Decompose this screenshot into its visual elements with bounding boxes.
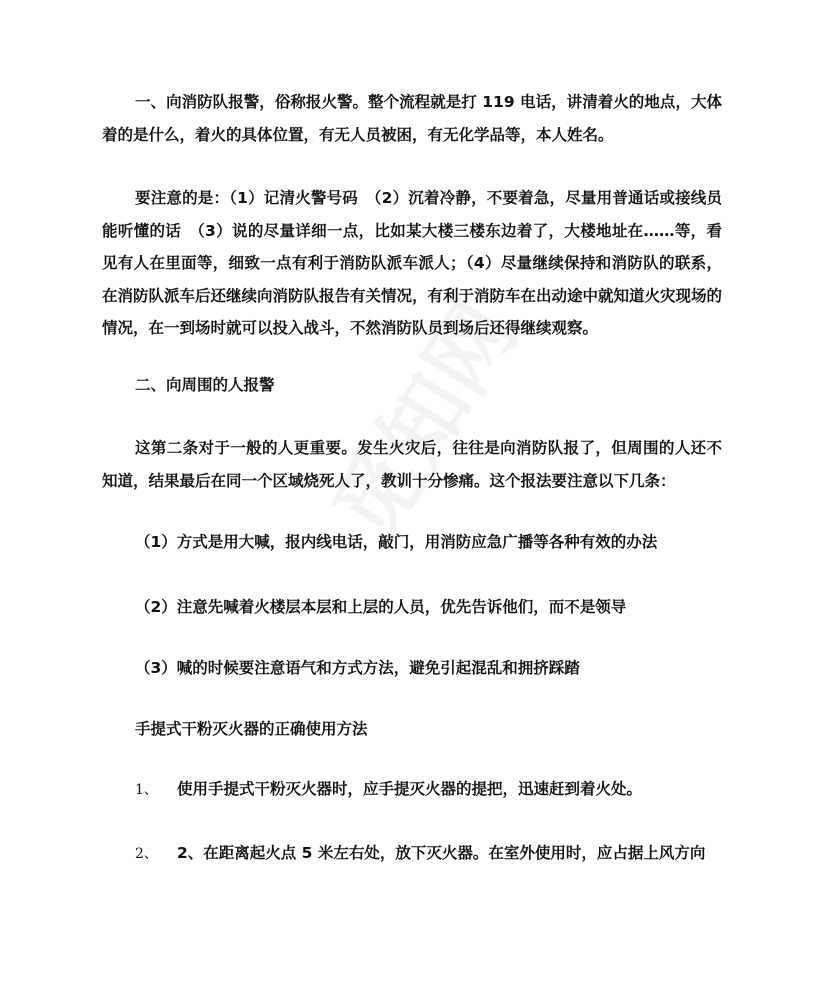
step-number: 2、 [135, 846, 158, 862]
step-text: 2、在距离起火点 5 米左右处，放下灭火器。在室外使用时，应占据上风方向 [177, 844, 706, 862]
step-item [102, 841, 722, 866]
paragraph-fire-alarm-intro: 一、向消防队报警，俗称报火警。整个流程就是打 119 电话，讲清着火的地点，大体着的是什么，着火的具体位置，有无人员被困，有无化学品等，本人姓名。 [102, 93, 722, 144]
paragraph-second-point: 这第二条对于一般的人更重要。发生火灾后，往往是向消防队报了，但周围的人还不知道，结果最后在同一个区域烧死人了，教训十分惨痛。这个报法要注意以下几条： [102, 439, 722, 490]
paragraph-notes: 要注意的是：（1）记清火警号码 （2）沉着冷静，不要着急，尽量用普通话或接线员能听懂的话 （3）说的尽量详细一点，比如某大楼三楼东边着了，大楼地址在……等，看见有人在里面等，细致一点有利于消防队派车派人；（4）尽量继续保持和消防队的联系，在消防队派车后还继续向消防队报告有关情况，有利于消防车在出动途中就知道火灾现场的情况，在一到场时就可以投入战斗，不然消防队员到场后还得继续观察。 [102, 189, 723, 337]
step-item [102, 777, 722, 802]
heading-extinguisher-usage: 手提式干粉灭火器的正确使用方法 [135, 720, 368, 738]
list-item-2: （2）注意先喊着火楼层本层和上层的人员，优先告诉他们，而不是领导 [135, 598, 627, 616]
step-text: 使用手提式干粉灭火器时，应手提灭火器的提把，迅速赶到着火处。 [177, 780, 643, 798]
step-number: 1、 [135, 782, 158, 798]
list-item-3: （3）喊的时候要注意语气和方式方法，避免引起混乱和拥挤踩踏 [135, 659, 580, 677]
list-item-1: （1）方式是用大喊，报内线电话，敲门，用消防应急广播等各种有效的办法 [135, 533, 658, 551]
heading-notify-people: 二、向周围的人报警 [135, 376, 275, 394]
